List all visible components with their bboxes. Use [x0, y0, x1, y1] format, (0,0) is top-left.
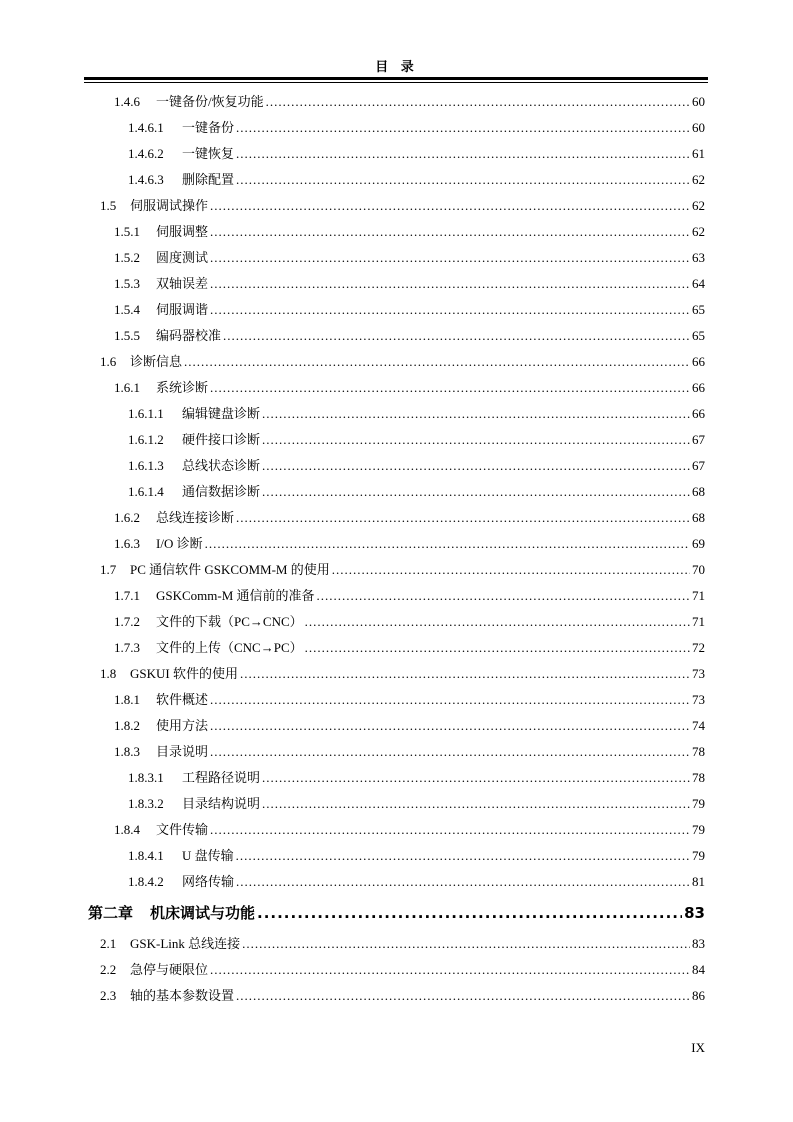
toc-dot-leader: [240, 666, 690, 682]
toc-dot-leader: [210, 380, 690, 396]
toc-entry-title: 圆度测试: [156, 250, 209, 265]
toc-entry-page: 66: [692, 354, 705, 369]
toc-entry-page: 66: [692, 406, 705, 421]
toc-entry[interactable]: [100, 354, 705, 370]
toc-entry-page: 67: [692, 432, 705, 447]
toc-entry-page: 65: [692, 328, 705, 343]
toc-entry-number: 1.8.3.2: [128, 796, 164, 811]
toc-entry-title: GSKUI 软件的使用: [130, 666, 238, 681]
toc-entry-page: 68: [692, 484, 705, 499]
toc-entry[interactable]: [128, 848, 705, 864]
toc-entry-page: 67: [692, 458, 705, 473]
toc-entry-page: 70: [692, 562, 705, 577]
toc-entry-page: 66: [692, 380, 705, 395]
toc-entry-page: 63: [692, 250, 705, 265]
toc-entry-number: 1.8.1: [114, 692, 140, 707]
toc-entry-number: 1.8: [100, 666, 117, 681]
toc-entry-title: 伺服调整: [156, 224, 209, 239]
toc-entry[interactable]: [100, 936, 705, 952]
toc-entry[interactable]: [128, 406, 705, 422]
toc-entry-number: 1.4.6.1: [128, 120, 164, 135]
toc-entry-number: 1.5.2: [114, 250, 140, 265]
toc-entry-title: 总线状态诊断: [182, 458, 261, 473]
toc-dot-leader: [236, 146, 690, 162]
toc-entry[interactable]: [128, 458, 705, 474]
toc-dot-leader: [305, 640, 690, 656]
toc-entry-title: 目录结构说明: [182, 796, 261, 811]
toc-entry-number: 1.8.4: [114, 822, 140, 837]
toc-entry-page: 78: [692, 770, 705, 785]
toc-entry-title: 总线连接诊断: [156, 510, 235, 525]
toc-entry-number: 1.4.6: [114, 94, 140, 109]
toc-entry-number: 1.6.2: [114, 510, 140, 525]
toc-entry-title: 使用方法: [156, 718, 209, 733]
toc-entry-page: 60: [692, 120, 705, 135]
toc-entry-number: 1.8.3.1: [128, 770, 164, 785]
toc-entry-title: 编辑键盘诊断: [182, 406, 261, 421]
toc-entry-number: 1.8.4.1: [128, 848, 164, 863]
toc-dot-leader: [210, 198, 690, 214]
toc-entry-number: 1.6.1: [114, 380, 140, 395]
toc-entry-page: 68: [692, 510, 705, 525]
toc-dot-leader: [317, 588, 690, 604]
toc-entry-title: 伺服调试操作: [130, 198, 209, 213]
toc-entry-page: 73: [692, 692, 705, 707]
toc-entry-page: 79: [692, 822, 705, 837]
toc-entry-title: 一键恢复: [182, 146, 235, 161]
toc-entry[interactable]: [128, 874, 705, 890]
toc-entry-title: 硬件接口诊断: [182, 432, 261, 447]
toc-dot-leader: [210, 718, 690, 734]
toc-entry-page: 83: [692, 936, 705, 951]
toc-entry[interactable]: [114, 614, 705, 630]
toc-entry-title: 伺服调谐: [156, 302, 209, 317]
toc-entry-number: 1.6: [100, 354, 117, 369]
toc-dot-leader: [305, 614, 690, 630]
toc-dot-leader: [210, 250, 690, 266]
toc-entry-title: 系统诊断: [156, 380, 209, 395]
toc-entry-number: 1.7.3: [114, 640, 140, 655]
toc-chapter-entry[interactable]: [88, 905, 705, 921]
toc-entry[interactable]: [114, 94, 705, 110]
toc-entry[interactable]: [100, 198, 705, 214]
toc-entry-page: 86: [692, 988, 705, 1003]
toc-entry-page: 83: [684, 904, 705, 922]
toc-entry-page: 84: [692, 962, 705, 977]
toc-entry-title: 急停与硬限位: [130, 962, 209, 977]
toc-entry-page: 62: [692, 224, 705, 239]
toc-entry-title: 软件概述: [156, 692, 209, 707]
toc-entry-title: I/O 诊断: [156, 536, 203, 551]
toc-entry-number: 1.7: [100, 562, 117, 577]
toc-entry[interactable]: [114, 536, 705, 552]
toc-dot-leader: [223, 328, 690, 344]
toc-entry-page: 71: [692, 588, 705, 603]
toc-entry-page: 73: [692, 666, 705, 681]
toc-entry[interactable]: [114, 510, 705, 526]
toc-entry[interactable]: [128, 172, 705, 188]
toc-dot-leader: [236, 874, 690, 890]
toc-entry-number: 2.3: [100, 988, 117, 1003]
toc-entry[interactable]: [100, 988, 705, 1004]
toc-entry-page: 71: [692, 614, 705, 629]
toc-entry[interactable]: [114, 302, 705, 318]
toc-entry-page: 81: [692, 874, 705, 889]
header-rule-thick: [84, 77, 708, 80]
toc-entry-title: U 盘传输: [182, 848, 234, 863]
toc-entry-page: 69: [692, 536, 705, 551]
toc-entry[interactable]: [128, 120, 705, 136]
toc-entry[interactable]: [114, 822, 705, 838]
toc-entry-number: 1.4.6.3: [128, 172, 164, 187]
toc-dot-leader: [266, 94, 690, 110]
toc-entry-number: 1.8.4.2: [128, 874, 164, 889]
toc-dot-leader: [210, 962, 690, 978]
toc-dot-leader: [262, 796, 690, 812]
toc-dot-leader: [236, 510, 690, 526]
toc-entry-title: 删除配置: [182, 172, 235, 187]
toc-entry-page: 61: [692, 146, 705, 161]
toc-dot-leader: [184, 354, 690, 370]
toc-entry[interactable]: [114, 328, 705, 344]
toc-entry-title: 文件的上传（CNC→PC）: [156, 640, 303, 655]
toc-entry[interactable]: [114, 744, 705, 760]
toc-dot-leader: [262, 770, 690, 786]
toc-dot-leader: [210, 276, 690, 292]
toc-entry[interactable]: [114, 250, 705, 266]
toc-entry-number: 1.7.1: [114, 588, 140, 603]
toc-entry-title: 编码器校准: [156, 328, 222, 343]
toc-dot-leader: [236, 120, 690, 136]
toc-entry[interactable]: [100, 962, 705, 978]
toc-dot-leader: [262, 484, 690, 500]
page-header-title: 目 录: [375, 60, 418, 75]
toc-dot-leader: [262, 406, 690, 422]
toc-entry-number: 1.5.5: [114, 328, 140, 343]
toc-entry[interactable]: [100, 562, 705, 578]
toc-entry-page: 65: [692, 302, 705, 317]
toc-entry-page: 79: [692, 848, 705, 863]
page-number: IX: [691, 1040, 705, 1055]
toc-entry-page: 78: [692, 744, 705, 759]
toc-dot-leader: [210, 692, 690, 708]
toc-entry-number: 2.2: [100, 962, 117, 977]
toc-entry-title: 文件传输: [156, 822, 209, 837]
toc-entry[interactable]: [114, 718, 705, 734]
toc-entry[interactable]: [128, 146, 705, 162]
toc-entry-page: 74: [692, 718, 705, 733]
toc-entry[interactable]: [114, 224, 705, 240]
toc-entry-number: 1.5: [100, 198, 117, 213]
toc-entry-title: 目录说明: [156, 744, 209, 759]
toc-entry-number: 1.7.2: [114, 614, 140, 629]
toc-dot-leader: [210, 224, 690, 240]
toc-entry[interactable]: [128, 484, 705, 500]
toc-entry-page: 72: [692, 640, 705, 655]
toc-dot-leader: [210, 744, 690, 760]
toc-entry-number: 1.4.6.2: [128, 146, 164, 161]
toc-entry-title: GSKComm-M 通信前的准备: [156, 588, 315, 603]
toc-entry-number: 1.5.1: [114, 224, 140, 239]
toc-entry-title: 网络传输: [182, 874, 235, 889]
toc-dot-leader: [210, 822, 690, 838]
toc-entry[interactable]: [114, 276, 705, 292]
toc-entry-title: 一键备份/恢复功能: [156, 94, 264, 109]
toc-entry-title: 机床调试与功能: [150, 904, 256, 922]
toc-entry-page: 62: [692, 198, 705, 213]
toc-entry[interactable]: [114, 640, 705, 656]
toc-entry[interactable]: [100, 666, 705, 682]
toc-entry-number: 1.8.3: [114, 744, 140, 759]
toc-entry-page: 79: [692, 796, 705, 811]
toc-entry[interactable]: [128, 796, 705, 812]
toc-entry-number: 1.6.1.3: [128, 458, 164, 473]
toc-entry-number: 1.8.2: [114, 718, 140, 733]
toc-entry-number: 1.6.3: [114, 536, 140, 551]
toc-entry-title: 通信数据诊断: [182, 484, 261, 499]
toc-entry-title: 一键备份: [182, 120, 235, 135]
toc-entry[interactable]: [114, 692, 705, 708]
toc-entry-title: 轴的基本参数设置: [130, 988, 235, 1003]
toc-entry-title: GSK-Link 总线连接: [130, 936, 241, 951]
toc-dot-leader: [236, 172, 690, 188]
toc-entry-title: 诊断信息: [130, 354, 183, 369]
toc-entry[interactable]: [128, 770, 705, 786]
toc-entry[interactable]: [114, 380, 705, 396]
toc-entry-number: 第二章: [88, 904, 134, 922]
toc-dot-leader: [332, 562, 690, 578]
toc-dot-leader: [257, 905, 682, 921]
toc-dot-leader: [205, 536, 690, 552]
toc-dot-leader: [242, 936, 690, 952]
toc-dot-leader: [210, 302, 690, 318]
toc-entry[interactable]: [114, 588, 705, 604]
toc-entry-number: 1.6.1.1: [128, 406, 164, 421]
toc-entry-number: 2.1: [100, 936, 117, 951]
toc-dot-leader: [262, 432, 690, 448]
toc-entry-page: 62: [692, 172, 705, 187]
toc-dot-leader: [262, 458, 690, 474]
toc-entry-page: 60: [692, 94, 705, 109]
toc-entry-title: PC 通信软件 GSKCOMM-M 的使用: [130, 562, 330, 577]
toc-entry-title: 工程路径说明: [182, 770, 261, 785]
header-rule-thin: [84, 82, 708, 83]
toc-entry-title: 文件的下载（PC→CNC）: [156, 614, 303, 629]
toc-entry-number: 1.5.4: [114, 302, 140, 317]
toc-entry-page: 64: [692, 276, 705, 291]
toc-dot-leader: [236, 848, 690, 864]
toc-entry-number: 1.6.1.4: [128, 484, 164, 499]
toc-entry-title: 双轴误差: [156, 276, 209, 291]
toc-dot-leader: [236, 988, 690, 1004]
toc-entry-number: 1.5.3: [114, 276, 140, 291]
toc-entry[interactable]: [128, 432, 705, 448]
toc-entry-number: 1.6.1.2: [128, 432, 164, 447]
